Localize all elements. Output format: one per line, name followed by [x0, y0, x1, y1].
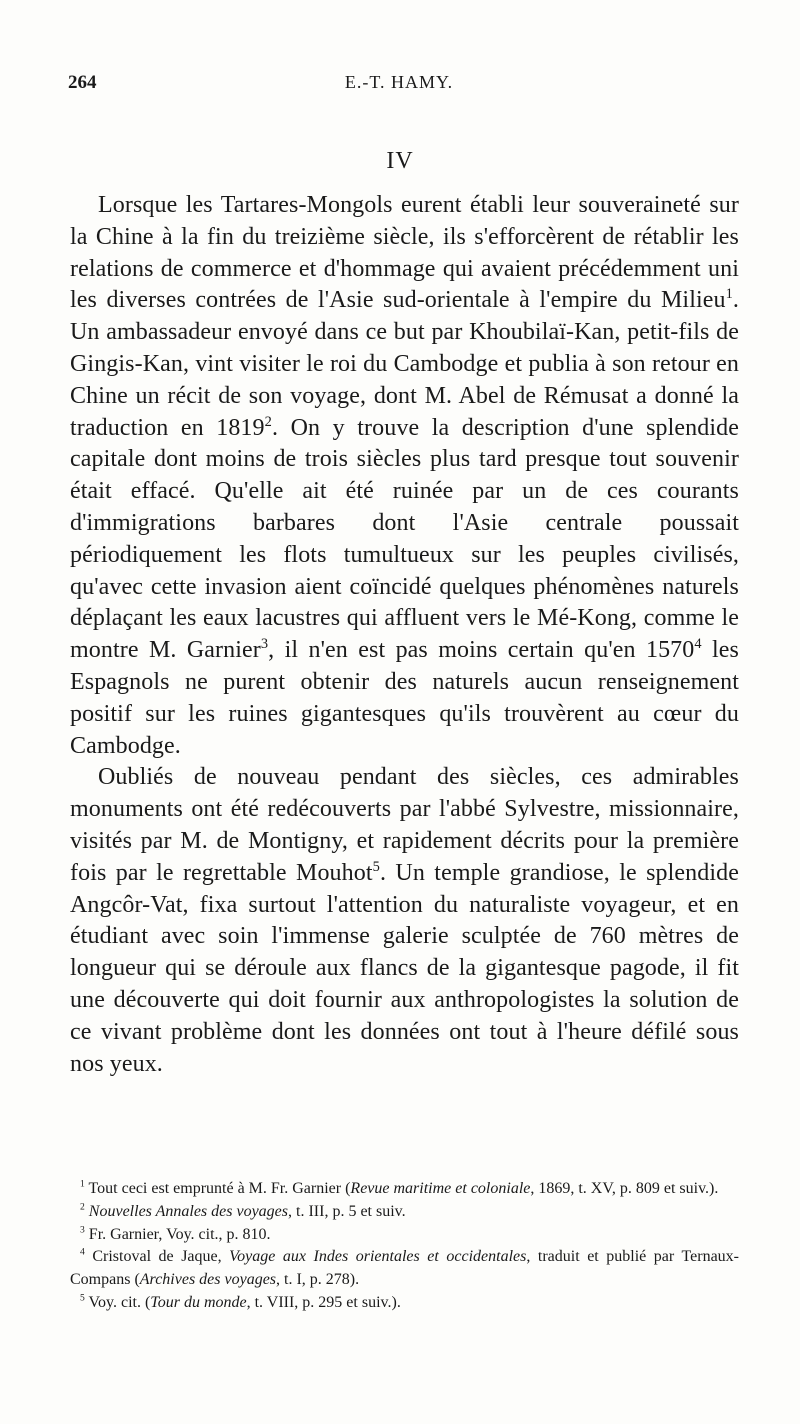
footnote-ref[interactable]: 4 [694, 636, 702, 653]
footnote-text: Fr. Garnier, Voy. cit., p. 810. [88, 1225, 271, 1243]
footnote-5 [70, 1292, 739, 1315]
text-run: Oubliés de nouveau pendant des siècles, ces admirables monuments ont été redécouverts par l'abbé Sylvestre, missionnaire, visités par M. de Montigny, et rapidement décrits pour la première fois par le regrettable Mouhot [70, 764, 739, 886]
footnote-mark: 2 [80, 1201, 85, 1213]
footnote-text: , traduit et publié par Ternaux-Compans ( [70, 1248, 740, 1289]
footnote-title: Tour du monde [150, 1293, 247, 1311]
running-head: E.-T. HAMY. [344, 72, 454, 92]
footnote-mark: 1 [80, 1178, 85, 1190]
footnote-text: Tout ceci est emprunté à M. Fr. Garnier ( [88, 1180, 351, 1197]
footnote-ref[interactable]: 2 [264, 413, 272, 430]
footnote-text: , 1869, t. XV, p. 809 et suiv.). [530, 1180, 719, 1197]
footnote-3 [70, 1224, 739, 1247]
footnote-text: Cristoval de Jaque, [92, 1248, 230, 1266]
text-run: Lorsque les Tartares-Mongols eurent établi leur souveraineté sur la Chine à la fin du treizième siècle, ils s'efforcèrent de rétablir les relations de commerce et d'hommage qui avaient précédemment uni les diverses contrées de l'Asie sud-orientale à l'empire du Milieu [70, 192, 739, 314]
text-run: les Espagnols ne purent obtenir des naturels aucun renseignement positif sur les ruines gigantesques qu'ils trouvèrent au cœur du Cambodge. [70, 637, 739, 759]
paragraph-1 [70, 190, 739, 762]
footnote-mark: 4 [80, 1247, 85, 1259]
footnote-4 [70, 1246, 739, 1292]
footnote-text: , t. III, p. 5 et suiv. [288, 1202, 406, 1220]
footnote-mark: 3 [80, 1224, 85, 1236]
text-run: , il n'en est pas moins certain qu'en 1570 [268, 637, 695, 664]
footnote-title: Revue maritime et coloniale [350, 1180, 531, 1197]
text-run: . Un temple grandiose, le splendide Angcôr-Vat, fixa surtout l'attention du naturaliste voyageur, et en étudiant avec soin l'immense galerie sculptée de 760 mètres de longueur qui se déroule aux flancs de la gigantesque pagode, il fit une découverte qui doit fournir aux anthropologistes la solution de ce vivant problème dont les données ont tout à l'heure défilé sous nos yeux. [70, 859, 740, 1077]
footnotes [70, 1178, 739, 1315]
footnote-text: , t. VIII, p. 295 et suiv.). [246, 1293, 401, 1311]
body-text [70, 190, 739, 1080]
page-number: 264 [68, 72, 97, 93]
paragraph-2 [70, 762, 739, 1080]
footnote-ref[interactable]: 3 [260, 636, 269, 653]
footnote-title: Voyage aux Indes orientales et occidentales [229, 1248, 527, 1266]
footnote-1 [70, 1178, 739, 1201]
footnote-ref[interactable]: 5 [372, 858, 380, 875]
footnote-text: Voy. cit. ( [88, 1293, 151, 1311]
text-run: . On y trouve la description d'une splendide capitale dont moins de trois siècles plus tard presque tout souvenir était effacé. Qu'elle ait été ruinée par un de ces courants d'immigrations barbares dont l'Asie centrale poussait périodiquement les flots tumultueux sur les peuples civilisés, qu'avec cette invasion aient coïncidé quelques phénomènes naturels déplaçant les eaux lacustres qui affluent vers le Mé-Kong, comme le montre M. Garnier [70, 414, 739, 664]
footnote-text: , t. I, p. 278). [276, 1271, 360, 1289]
page-header [68, 72, 730, 96]
footnote-title: Nouvelles Annales des voyages [88, 1202, 289, 1220]
footnote-mark: 5 [80, 1292, 85, 1304]
footnote-ref[interactable]: 1 [725, 286, 733, 303]
footnote-2 [70, 1201, 739, 1224]
section-heading: IV [386, 148, 414, 174]
footnote-title: Archives des voyages [139, 1271, 277, 1289]
text-run: . Un ambassadeur envoyé dans ce but par Khoubilaï-Kan, petit-fils de Gingis-Kan, vint visiter le roi du Cambodge et publia à son retour en Chine un récit de son voyage, dont M. Abel de Rémusat a donné la traduction en 1819 [70, 287, 739, 441]
